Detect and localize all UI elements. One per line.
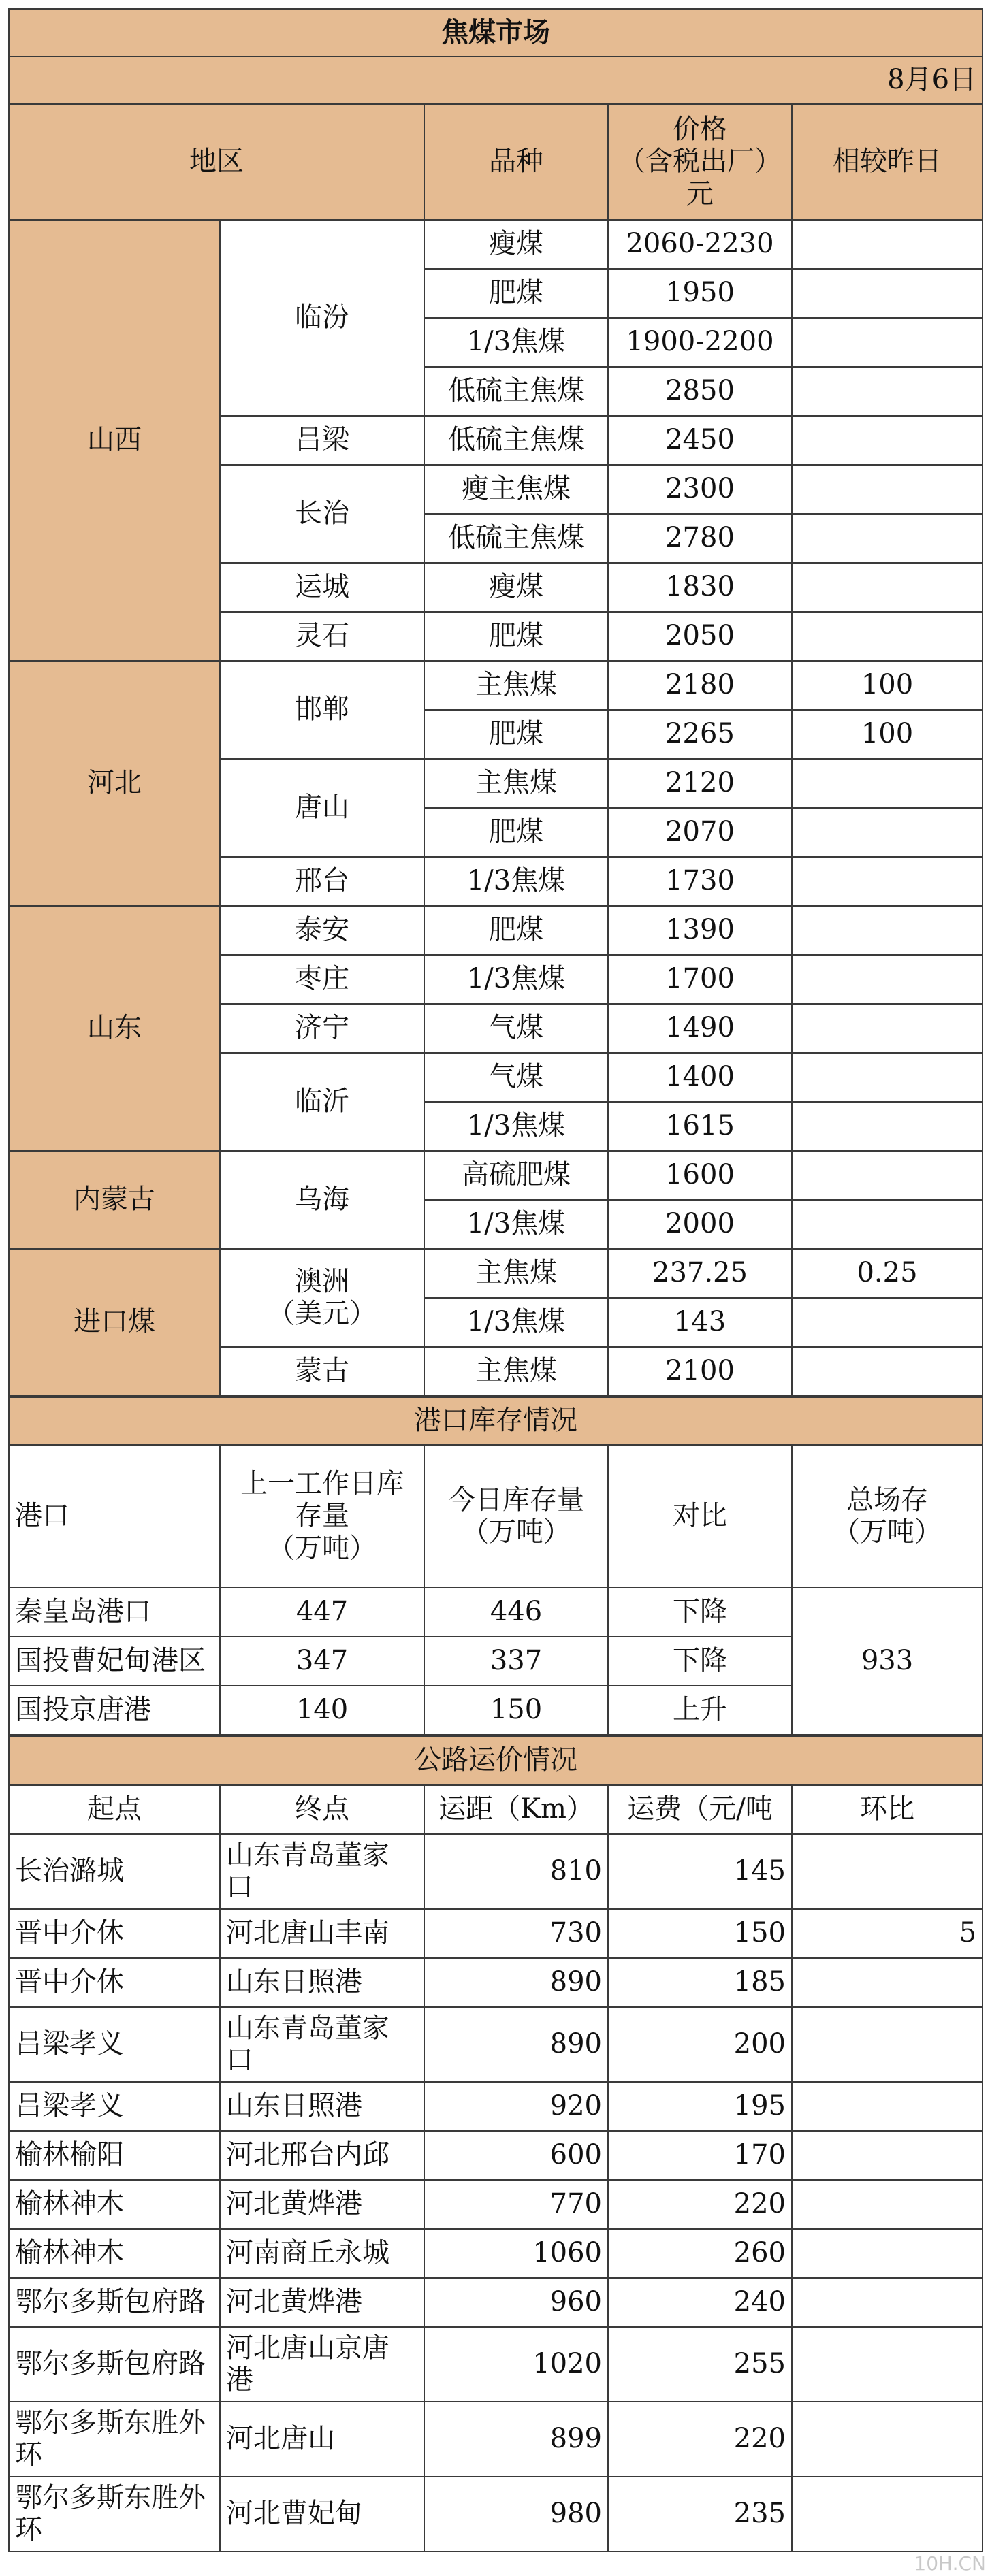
price-cell: 1830 <box>608 563 792 612</box>
header-change: 相较昨日 <box>792 104 983 220</box>
header-price: 价格 （含税出厂） 元 <box>608 104 792 220</box>
variety-cell: 主焦煤 <box>424 1249 608 1298</box>
fee-cell: 240 <box>608 2278 792 2327</box>
destination-cell: 河北邢台内邱 <box>220 2131 424 2180</box>
province-cell: 河北 <box>9 661 220 906</box>
variety-cell: 1/3焦煤 <box>424 955 608 1004</box>
fee-cell: 145 <box>608 1834 792 1909</box>
prev-stock-cell: 347 <box>220 1637 424 1686</box>
mom-cell <box>792 2007 983 2082</box>
city-cell: 澳洲 （美元） <box>220 1249 424 1347</box>
origin-cell: 吕梁孝义 <box>9 2082 220 2131</box>
variety-cell: 肥煤 <box>424 269 608 318</box>
price-cell: 2850 <box>608 367 792 416</box>
price-cell: 1390 <box>608 906 792 955</box>
change-cell <box>792 906 983 955</box>
price-cell: 2050 <box>608 612 792 661</box>
change-cell <box>792 1053 983 1102</box>
change-cell <box>792 220 983 269</box>
city-cell: 临沂 <box>220 1053 424 1151</box>
distance-cell: 920 <box>424 2082 608 2131</box>
variety-cell: 瘦主焦煤 <box>424 465 608 514</box>
today-stock-cell: 150 <box>424 1686 608 1735</box>
prev-stock-cell: 447 <box>220 1588 424 1637</box>
compare-cell: 下降 <box>608 1588 792 1637</box>
price-cell: 2060-2230 <box>608 220 792 269</box>
header-distance: 运距（Km） <box>424 1785 608 1834</box>
distance-cell: 810 <box>424 1834 608 1909</box>
mom-cell: 5 <box>792 1909 983 1958</box>
change-cell <box>792 269 983 318</box>
fee-cell: 185 <box>608 1958 792 2007</box>
price-cell: 2120 <box>608 759 792 808</box>
change-cell <box>792 416 983 465</box>
distance-cell: 1060 <box>424 2229 608 2278</box>
city-cell: 邢台 <box>220 857 424 906</box>
header-today-stock: 今日库存量 （万吨） <box>424 1445 608 1588</box>
province-cell: 山东 <box>9 906 220 1151</box>
mom-cell <box>792 2082 983 2131</box>
change-cell <box>792 857 983 906</box>
destination-cell: 河北唐山 <box>220 2402 424 2477</box>
header-region: 地区 <box>9 104 424 220</box>
city-cell: 临汾 <box>220 220 424 416</box>
province-cell: 内蒙古 <box>9 1151 220 1249</box>
variety-cell: 瘦煤 <box>424 220 608 269</box>
price-cell: 1615 <box>608 1102 792 1151</box>
report-date: 8月6日 <box>9 56 983 104</box>
table-row <box>9 1588 983 1637</box>
port-name-cell: 国投曹妃甸港区 <box>9 1637 220 1686</box>
change-cell <box>792 514 983 563</box>
city-cell: 乌海 <box>220 1151 424 1249</box>
price-cell: 1490 <box>608 1004 792 1053</box>
variety-cell: 高硫肥煤 <box>424 1151 608 1200</box>
road-freight-title: 公路运价情况 <box>9 1736 983 1785</box>
change-cell <box>792 759 983 808</box>
change-cell: 0.25 <box>792 1249 983 1298</box>
variety-cell: 主焦煤 <box>424 759 608 808</box>
variety-cell: 1/3焦煤 <box>424 1298 608 1347</box>
header-mom: 环比 <box>792 1785 983 1834</box>
origin-cell: 鄂尔多斯东胜外 环 <box>9 2477 220 2551</box>
mom-cell <box>792 2180 983 2229</box>
variety-cell: 主焦煤 <box>424 661 608 710</box>
table-row <box>9 1249 983 1298</box>
city-cell: 泰安 <box>220 906 424 955</box>
variety-cell: 气煤 <box>424 1004 608 1053</box>
province-cell: 进口煤 <box>9 1249 220 1396</box>
variety-cell: 1/3焦煤 <box>424 318 608 367</box>
price-cell: 2450 <box>608 416 792 465</box>
fee-cell: 255 <box>608 2327 792 2402</box>
table-row <box>9 2180 983 2229</box>
price-cell: 2100 <box>608 1347 792 1396</box>
header-prev-stock: 上一工作日库 存量 （万吨） <box>220 1445 424 1588</box>
province-cell: 山西 <box>9 220 220 661</box>
destination-cell: 河南商丘永城 <box>220 2229 424 2278</box>
price-cell: 1600 <box>608 1151 792 1200</box>
change-cell <box>792 1102 983 1151</box>
table-row <box>9 906 983 955</box>
origin-cell: 鄂尔多斯包府路 <box>9 2327 220 2402</box>
city-cell: 吕梁 <box>220 416 424 465</box>
port-name-cell: 国投京唐港 <box>9 1686 220 1735</box>
freight-table <box>8 1735 983 2552</box>
header-total-stock: 总场存 （万吨） <box>792 1445 983 1588</box>
price-cell: 1900-2200 <box>608 318 792 367</box>
destination-cell: 河北唐山京唐 港 <box>220 2327 424 2402</box>
fee-cell: 170 <box>608 2131 792 2180</box>
price-cell: 2000 <box>608 1200 792 1249</box>
distance-cell: 980 <box>424 2477 608 2551</box>
fee-cell: 195 <box>608 2082 792 2131</box>
price-cell: 1700 <box>608 955 792 1004</box>
table-row <box>9 2327 983 2402</box>
mom-cell <box>792 2278 983 2327</box>
distance-cell: 960 <box>424 2278 608 2327</box>
destination-cell: 河北黄烨港 <box>220 2180 424 2229</box>
prev-stock-cell: 140 <box>220 1686 424 1735</box>
distance-cell: 1020 <box>424 2327 608 2402</box>
header-compare: 对比 <box>608 1445 792 1588</box>
variety-cell: 主焦煤 <box>424 1347 608 1396</box>
price-cell: 1730 <box>608 857 792 906</box>
table-row <box>9 2007 983 2082</box>
table-row <box>9 1151 983 1200</box>
change-cell: 100 <box>792 661 983 710</box>
variety-cell: 1/3焦煤 <box>424 1200 608 1249</box>
city-cell: 长治 <box>220 465 424 563</box>
mom-cell <box>792 1834 983 1909</box>
city-cell: 邯郸 <box>220 661 424 759</box>
destination-cell: 山东日照港 <box>220 1958 424 2007</box>
city-cell: 运城 <box>220 563 424 612</box>
variety-cell: 低硫主焦煤 <box>424 367 608 416</box>
variety-cell: 1/3焦煤 <box>424 1102 608 1151</box>
mom-cell <box>792 2131 983 2180</box>
fee-cell: 150 <box>608 1909 792 1958</box>
destination-cell: 山东青岛董家 口 <box>220 2007 424 2082</box>
price-cell: 1950 <box>608 269 792 318</box>
fee-cell: 220 <box>608 2402 792 2477</box>
fee-cell: 200 <box>608 2007 792 2082</box>
price-cell: 2300 <box>608 465 792 514</box>
change-cell <box>792 318 983 367</box>
change-cell <box>792 1200 983 1249</box>
origin-cell: 榆林榆阳 <box>9 2131 220 2180</box>
mom-cell <box>792 2229 983 2278</box>
origin-cell: 晋中介休 <box>9 1958 220 2007</box>
compare-cell: 上升 <box>608 1686 792 1735</box>
city-cell: 唐山 <box>220 759 424 857</box>
origin-cell: 鄂尔多斯东胜外 环 <box>9 2402 220 2477</box>
variety-cell: 低硫主焦煤 <box>424 416 608 465</box>
fee-cell: 220 <box>608 2180 792 2229</box>
change-cell <box>792 1151 983 1200</box>
destination-cell: 河北黄烨港 <box>220 2278 424 2327</box>
compare-cell: 下降 <box>608 1637 792 1686</box>
header-fee: 运费（元/吨 <box>608 1785 792 1834</box>
variety-cell: 肥煤 <box>424 808 608 857</box>
variety-cell: 肥煤 <box>424 710 608 759</box>
distance-cell: 770 <box>424 2180 608 2229</box>
port-name-cell: 秦皇岛港口 <box>9 1588 220 1637</box>
today-stock-cell: 337 <box>424 1637 608 1686</box>
change-cell <box>792 563 983 612</box>
destination-cell: 河北唐山丰南 <box>220 1909 424 1958</box>
price-cell: 2180 <box>608 661 792 710</box>
port-inventory-title: 港口库存情况 <box>9 1397 983 1445</box>
table-row <box>9 2082 983 2131</box>
coke-table <box>8 8 983 1397</box>
header-variety: 品种 <box>424 104 608 220</box>
origin-cell: 长治潞城 <box>9 1834 220 1909</box>
city-cell: 蒙古 <box>220 1347 424 1396</box>
watermark: 10H.CN <box>914 2552 986 2575</box>
price-cell: 237.25 <box>608 1249 792 1298</box>
change-cell <box>792 367 983 416</box>
table-row <box>9 1909 983 1958</box>
table-row <box>9 2402 983 2477</box>
origin-cell: 榆林神木 <box>9 2229 220 2278</box>
fee-cell: 235 <box>608 2477 792 2551</box>
change-cell <box>792 1298 983 1347</box>
change-cell <box>792 465 983 514</box>
destination-cell: 山东青岛董家 口 <box>220 1834 424 1909</box>
page <box>8 8 982 2552</box>
destination-cell: 山东日照港 <box>220 2082 424 2131</box>
change-cell <box>792 808 983 857</box>
table-row <box>9 1834 983 1909</box>
change-cell <box>792 612 983 661</box>
fee-cell: 260 <box>608 2229 792 2278</box>
origin-cell: 榆林神木 <box>9 2180 220 2229</box>
today-stock-cell: 446 <box>424 1588 608 1637</box>
table-row <box>9 1958 983 2007</box>
origin-cell: 鄂尔多斯包府路 <box>9 2278 220 2327</box>
port-table <box>8 1397 983 1735</box>
variety-cell: 1/3焦煤 <box>424 857 608 906</box>
distance-cell: 890 <box>424 2007 608 2082</box>
destination-cell: 河北曹妃甸 <box>220 2477 424 2551</box>
price-cell: 2070 <box>608 808 792 857</box>
mom-cell <box>792 2327 983 2402</box>
header-origin: 起点 <box>9 1785 220 1834</box>
mom-cell <box>792 2477 983 2551</box>
table-row <box>9 2229 983 2278</box>
distance-cell: 600 <box>424 2131 608 2180</box>
variety-cell: 肥煤 <box>424 612 608 661</box>
table-row <box>9 2477 983 2551</box>
header-port: 港口 <box>9 1445 220 1588</box>
city-cell: 枣庄 <box>220 955 424 1004</box>
change-cell <box>792 1347 983 1396</box>
change-cell: 100 <box>792 710 983 759</box>
origin-cell: 晋中介休 <box>9 1909 220 1958</box>
change-cell <box>792 955 983 1004</box>
price-cell: 1400 <box>608 1053 792 1102</box>
price-cell: 2780 <box>608 514 792 563</box>
variety-cell: 低硫主焦煤 <box>424 514 608 563</box>
distance-cell: 890 <box>424 1958 608 2007</box>
header-destination: 终点 <box>220 1785 424 1834</box>
city-cell: 济宁 <box>220 1004 424 1053</box>
variety-cell: 瘦煤 <box>424 563 608 612</box>
table-row <box>9 220 983 269</box>
total-stock-cell: 933 <box>792 1588 983 1735</box>
table-row <box>9 2278 983 2327</box>
city-cell: 灵石 <box>220 612 424 661</box>
price-cell: 143 <box>608 1298 792 1347</box>
variety-cell: 气煤 <box>424 1053 608 1102</box>
origin-cell: 吕梁孝义 <box>9 2007 220 2082</box>
variety-cell: 肥煤 <box>424 906 608 955</box>
distance-cell: 899 <box>424 2402 608 2477</box>
coke-market-title: 焦煤市场 <box>9 9 983 56</box>
mom-cell <box>792 2402 983 2477</box>
mom-cell <box>792 1958 983 2007</box>
distance-cell: 730 <box>424 1909 608 1958</box>
table-row <box>9 661 983 710</box>
table-row <box>9 2131 983 2180</box>
change-cell <box>792 1004 983 1053</box>
price-cell: 2265 <box>608 710 792 759</box>
